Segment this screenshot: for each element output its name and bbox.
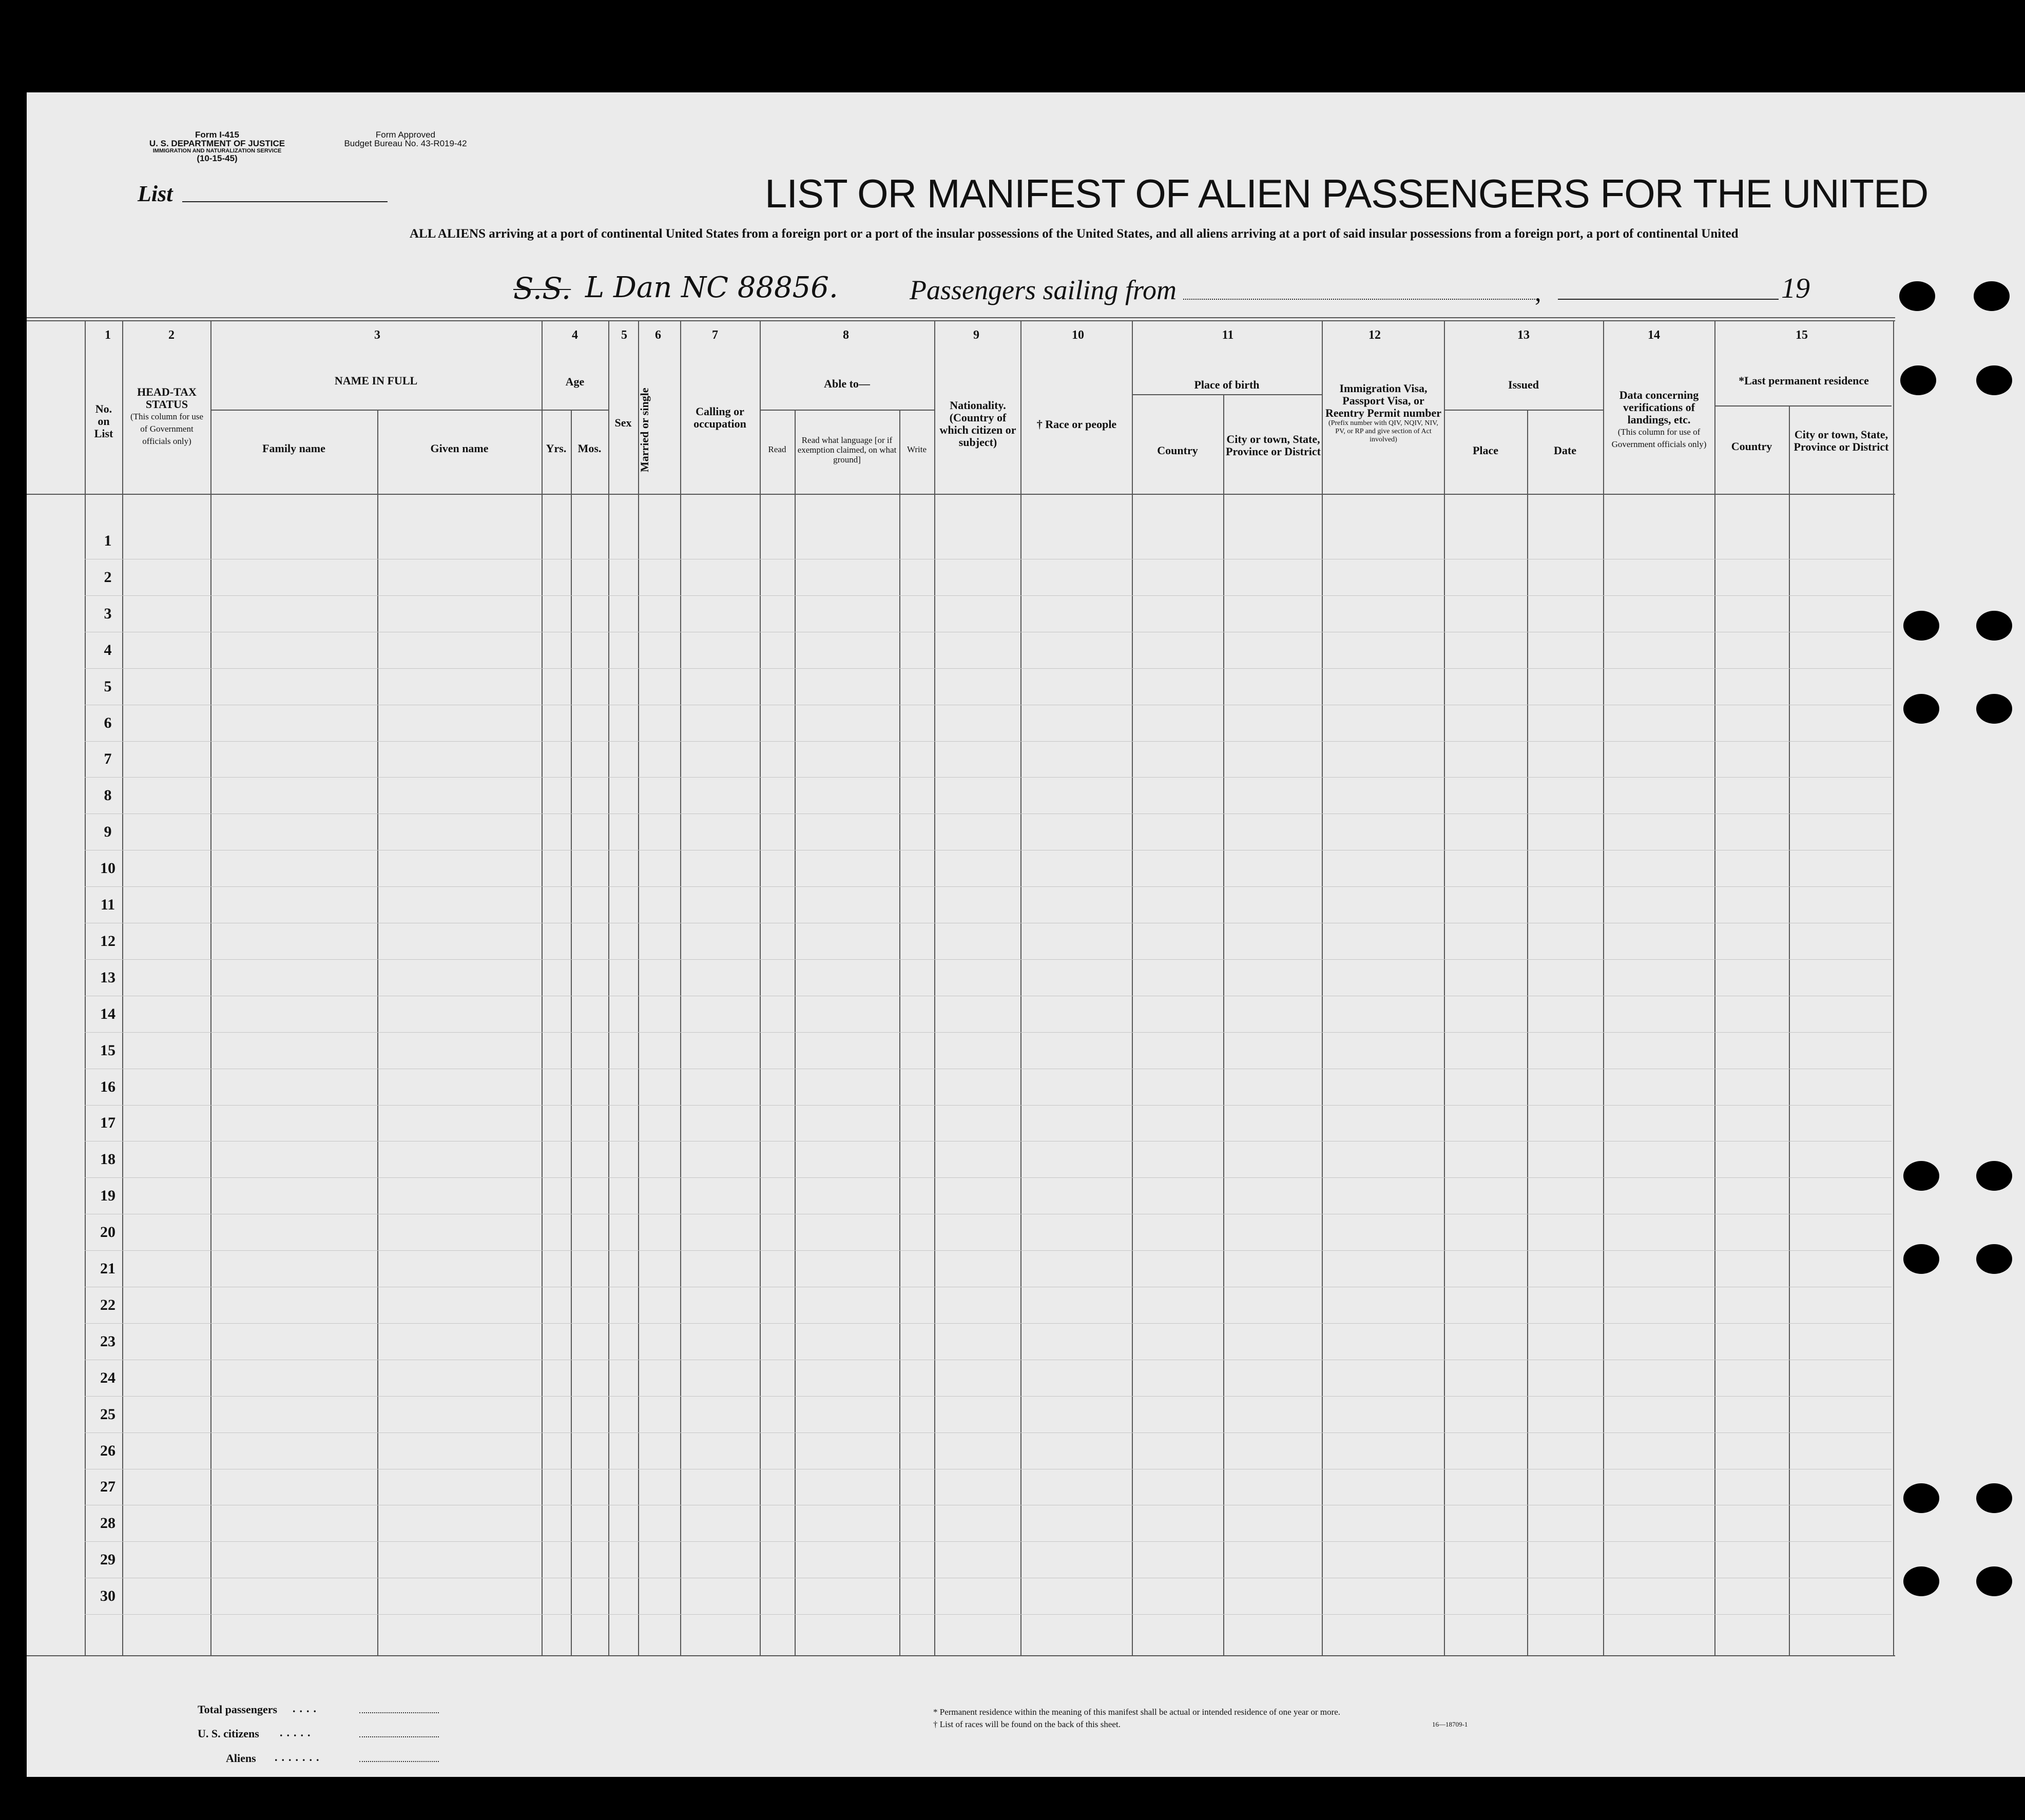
row-number: 30	[100, 1587, 115, 1604]
row-rule	[85, 1541, 1892, 1542]
row-number: 14	[100, 1005, 115, 1022]
row-number: 29	[100, 1551, 115, 1568]
age-subrule	[542, 410, 608, 412]
header-married-or-single: Married or single	[638, 388, 651, 472]
col-line-1	[85, 321, 86, 1655]
row-number: 1	[104, 532, 112, 549]
header-head-tax	[126, 386, 208, 448]
total-passengers-blank	[359, 1712, 439, 1713]
row-rule	[85, 1323, 1892, 1324]
col-line-15	[1714, 321, 1715, 1655]
header-res-city: City or town, State, Province or District	[1793, 428, 1889, 453]
header-sex: Sex	[614, 416, 632, 429]
row-number: 6	[104, 714, 112, 731]
header-verifications	[1606, 389, 1712, 451]
nationality-note: (Country of which citizen or subject)	[939, 411, 1016, 449]
print-code: 16—18709-1	[1432, 1720, 1468, 1728]
able-subrule	[760, 410, 934, 412]
header-nationality	[937, 399, 1019, 449]
col-num-7: 7	[712, 328, 718, 342]
header-read-language: Read what language [or if exemption claimed, on what ground]	[797, 435, 897, 464]
col-num-12: 12	[1368, 328, 1381, 342]
row-rule	[85, 959, 1892, 960]
col-num-2: 2	[168, 328, 175, 342]
row-number: 23	[100, 1333, 115, 1350]
residence-note: * Permanent residence within the meaning of this manifest shall be actual or intended residence of one year or more.	[933, 1707, 1341, 1717]
col-num-13: 13	[1517, 328, 1530, 342]
row-rule	[85, 595, 1892, 596]
aliens-dots: .......	[275, 1751, 323, 1764]
col-line-11	[1132, 321, 1133, 1655]
citizens-dots: .....	[280, 1726, 315, 1739]
race-note: † List of races will be found on the back of this sheet.	[933, 1719, 1121, 1729]
row-number: 10	[100, 860, 115, 877]
list-label: List	[138, 181, 173, 206]
sailing-comma: ,	[1535, 278, 1541, 306]
header-place-of-birth: Place of birth	[1194, 378, 1260, 391]
aliens-blank	[359, 1761, 439, 1762]
row-number: 20	[100, 1224, 115, 1241]
table-top-rule-2	[27, 320, 1895, 321]
col-line-13	[1444, 321, 1445, 1655]
col-line-12	[1322, 321, 1323, 1655]
header-birth-city: City or town, State, Province or District	[1226, 433, 1321, 458]
row-number: 18	[100, 1151, 115, 1168]
head-tax-note: (This column for use of Government officials only)	[130, 412, 204, 446]
header-given-name: Given name	[430, 442, 489, 455]
residence-subrule	[1714, 405, 1892, 408]
header-race: † Race or people	[1036, 418, 1117, 431]
form-approved: Form Approved	[375, 130, 436, 140]
page-title: LIST OR MANIFEST OF ALIEN PASSENGERS FOR THE UNITED	[765, 171, 1928, 216]
row-number: 3	[104, 605, 112, 622]
row-rule	[85, 1177, 1892, 1178]
passengers-label: Passengers sailing from	[910, 275, 1177, 305]
col-num-14: 14	[1648, 328, 1660, 342]
vessel-name: L Dan NC 88856	[585, 271, 829, 304]
row-number: 12	[100, 933, 115, 950]
col-line-3	[210, 321, 211, 1655]
row-number: 27	[100, 1478, 115, 1495]
col-line-4	[542, 321, 543, 1655]
vessel-period: .	[828, 271, 838, 304]
page-subtitle: ALL ALIENS arriving at a port of continental United States from a foreign port or a port of the insular possessions of the United States, and all aliens arriving at a port of said insular possessions from a foreign port, a port of continental United	[410, 227, 1739, 241]
row-number: 11	[100, 896, 115, 913]
year-prefix: 19	[1781, 273, 1810, 304]
nationality-title: Nationality.	[950, 399, 1006, 412]
col-num-11: 11	[1222, 328, 1234, 342]
aliens-label: Aliens	[226, 1752, 256, 1765]
row-number: 8	[104, 787, 112, 804]
row-number: 28	[100, 1515, 115, 1532]
row-rule	[85, 741, 1892, 742]
row-number: 4	[104, 642, 112, 659]
row-number: 17	[100, 1114, 115, 1131]
form-info-block	[132, 130, 302, 163]
service: IMMIGRATION AND NATURALIZATION SERVICE	[152, 148, 282, 154]
row-rule	[85, 1032, 1892, 1033]
col-num-8: 8	[843, 328, 849, 342]
ss-struck: S.S.	[513, 271, 571, 306]
header-birth-country: Country	[1157, 444, 1198, 457]
header-res-country: Country	[1731, 440, 1772, 453]
row-number: 15	[100, 1042, 115, 1059]
col-num-15: 15	[1796, 328, 1808, 342]
verif-title: Data concerning verifications of landings, etc.	[1619, 389, 1699, 426]
row-rule	[85, 1396, 1892, 1397]
row-rule	[85, 668, 1892, 669]
row-rule	[85, 1250, 1892, 1251]
list-blank	[182, 201, 388, 202]
birth-subrule	[1132, 394, 1322, 396]
col-line-8	[760, 321, 761, 1655]
header-visa	[1324, 382, 1442, 444]
header-yrs: Yrs.	[546, 442, 567, 455]
col-line-5	[608, 321, 609, 1655]
budget-bureau: Budget Bureau No. 43-R019-42	[344, 139, 467, 148]
total-dots: ....	[293, 1702, 320, 1715]
header-name-in-full: NAME IN FULL	[334, 374, 418, 387]
row-number: 7	[104, 750, 112, 767]
row-number: 25	[100, 1406, 115, 1423]
visa-title: Immigration Visa, Passport Visa, or Reentry Permit number	[1325, 382, 1442, 419]
col-num-1: 1	[105, 328, 111, 342]
issued-subrule	[1444, 410, 1603, 412]
total-passengers-label: Total passengers	[198, 1703, 278, 1716]
manifest-sheet	[27, 92, 2025, 1777]
col-line-7	[680, 321, 681, 1655]
row-number: 9	[104, 823, 112, 840]
row-rule	[85, 1432, 1892, 1433]
row-number: 5	[104, 678, 112, 695]
header-no-on-list: No. on List	[94, 402, 113, 440]
name-subrule	[210, 410, 542, 412]
department: U. S. DEPARTMENT OF JUSTICE	[149, 139, 285, 148]
header-issued: Issued	[1508, 378, 1539, 391]
row-number: 2	[104, 569, 112, 586]
table-bottom-rule	[27, 1655, 1895, 1656]
row-rule	[85, 1105, 1892, 1106]
row-number: 21	[100, 1260, 115, 1277]
col-num-9: 9	[973, 328, 979, 342]
row-rule	[85, 1614, 1892, 1615]
row-number: 24	[100, 1369, 115, 1386]
col-line-15b	[1789, 405, 1790, 1655]
col-line-end	[1893, 321, 1894, 1655]
vessel-name-handwritten	[585, 271, 838, 304]
col-line-9	[934, 321, 935, 1655]
head-tax-title: HEAD-TAX STATUS	[137, 385, 197, 411]
col-num-10: 10	[1072, 328, 1084, 342]
row-number: 22	[100, 1296, 115, 1313]
row-number: 19	[100, 1187, 115, 1204]
header-calling: Calling or occupation	[693, 405, 746, 430]
visa-note: (Prefix number with QIV, NQIV, NIV, PV, or RP and give section of Act involved)	[1328, 419, 1438, 443]
col-num-3: 3	[374, 328, 380, 342]
table-top-rule	[27, 317, 1895, 318]
col-line-14	[1603, 321, 1604, 1655]
col-line-6	[638, 321, 639, 1655]
header-age: Age	[565, 375, 585, 388]
header-family-name: Family name	[262, 442, 325, 455]
sailing-date-blank	[1558, 299, 1779, 300]
verif-note: (This column for use of Government officials only)	[1611, 427, 1707, 449]
header-last-residence: *Last permanent residence	[1739, 374, 1869, 387]
header-bottom-rule	[27, 494, 1895, 495]
row-rule	[85, 777, 1892, 778]
col-num-4: 4	[572, 328, 578, 342]
row-number: 13	[100, 969, 115, 986]
row-rule	[85, 886, 1892, 887]
header-able-to: Able to—	[824, 377, 870, 390]
col-line-10	[1020, 321, 1021, 1655]
col-num-6: 6	[655, 328, 661, 342]
col-num-5: 5	[621, 328, 627, 342]
row-number: 26	[100, 1442, 115, 1459]
header-read: Read	[768, 444, 786, 454]
approval-block	[334, 130, 477, 148]
header-write: Write	[907, 444, 927, 454]
row-number: 16	[100, 1078, 115, 1095]
sailing-port-blank	[1183, 299, 1537, 300]
us-citizens-blank	[359, 1736, 439, 1737]
header-issued-date: Date	[1554, 444, 1576, 457]
col-line-11b	[1223, 394, 1224, 1655]
form-number: Form I-415	[195, 130, 239, 140]
header-mos: Mos.	[577, 442, 602, 455]
form-revision: (10-15-45)	[197, 153, 238, 163]
header-issued-place: Place	[1472, 444, 1499, 457]
us-citizens-label: U. S. citizens	[198, 1727, 259, 1740]
